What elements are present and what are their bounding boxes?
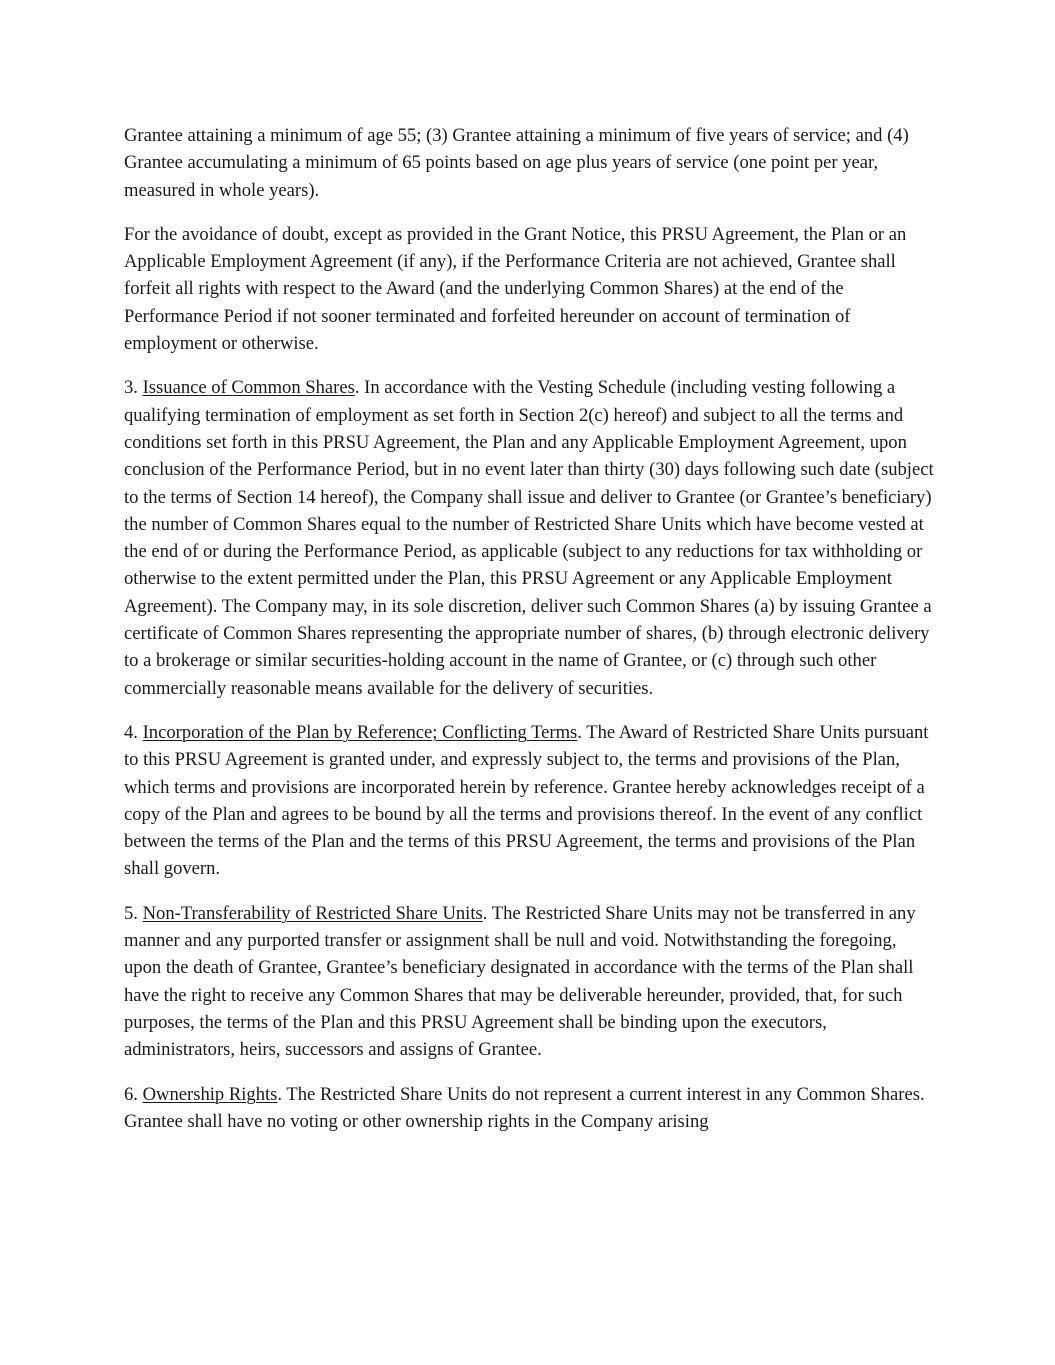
paragraph-avoidance-of-doubt: For the avoidance of doubt, except as provided in the Grant Notice, this PRSU Agreement, the Plan or an Applicable Employment Agreement (if any), if the Performance Criteria are not achieved, Grantee shall forfeit all rights with respect to the Award (and the underlying Common Shares) at the end of the Performance Period if not sooner terminated and forfeited hereunder on account of termination of employment or otherwise. (124, 223, 907, 355)
section-number: 5. (124, 902, 138, 924)
section-4-incorporation-of-plan (124, 719, 936, 883)
section-body: . The Restricted Share Units do not represent a current interest in any Common Shares. Grantee shall have no voting or other ownership rights in the Company arising (124, 1083, 925, 1132)
section-number: 4. (124, 721, 138, 743)
section-body: . The Restricted Share Units may not be transferred in any manner and any purported transfer or assignment shall be null and void. Notwithstanding the foregoing, upon the death of Grantee, Grantee’s beneficiary designated in accordance with the terms of the Plan shall have the right to receive any Common Shares that may be deliverable hereunder, provided, that, for such purposes, the terms of the Plan and this PRSU Agreement shall be binding upon the executors, administrators, heirs, successors and assigns of Grantee. (124, 902, 916, 1061)
section-heading: Non-Transferability of Restricted Share Units (142, 902, 483, 924)
section-6-ownership-rights (124, 1081, 936, 1136)
section-number: 6. (124, 1083, 138, 1105)
section-heading: Issuance of Common Shares (142, 377, 355, 399)
section-body: . In accordance with the Vesting Schedule (including vesting following a qualifying termination of employment as set forth in Section 2(c) hereof) and subject to all the terms and conditions set forth in this PRSU Agreement, the Plan and any Applicable Employment Agreement, upon conclusion of the Performance Period, but in no event later than thirty (30) days following such date (subject to the terms of Section 14 hereof), the Company shall issue and deliver to Grantee (or Grantee’s beneficiary) the number of Common Shares equal to the number of Restricted Share Units which have become vested at the end of or during the Performance Period, as applicable (subject to any reductions for tax withholding or otherwise to the extent permitted under the Plan, this PRSU Agreement or any Applicable Employment Agreement). The Company may, in its sole discretion, deliver such Common Shares (a) by issuing Grantee a certificate of Common Shares representing the appropriate number of shares, (b) through electronic delivery to a brokerage or similar securities-holding account in the name of Grantee, or (c) through such other commercially reasonable means available for the delivery of securities. (124, 377, 934, 699)
document-page (124, 122, 936, 1135)
section-heading: Ownership Rights (142, 1083, 278, 1105)
section-body: . The Award of Restricted Share Units pursuant to this PRSU Agreement is granted under, and expressly subject to, the terms and provisions of the Plan, which terms and provisions are incorporated herein by reference. Grantee hereby acknowledges receipt of a copy of the Plan and agrees to be bound by all the terms and provisions thereof. In the event of any conflict between the terms of the Plan and the terms of this PRSU Agreement, the terms and provisions of the Plan shall govern. (124, 721, 929, 880)
section-heading: Incorporation of the Plan by Reference; Conflicting Terms (142, 721, 578, 743)
section-number: 3. (124, 377, 138, 399)
paragraph-continued: Grantee attaining a minimum of age 55; (3) Grantee attaining a minimum of five years of service; and (4) Grantee accumulating a minimum of 65 points based on age plus years of service (one point per year, measured in whole years). (124, 125, 909, 201)
section-5-non-transferability (124, 900, 936, 1064)
section-3-issuance-of-common-shares (124, 374, 936, 702)
